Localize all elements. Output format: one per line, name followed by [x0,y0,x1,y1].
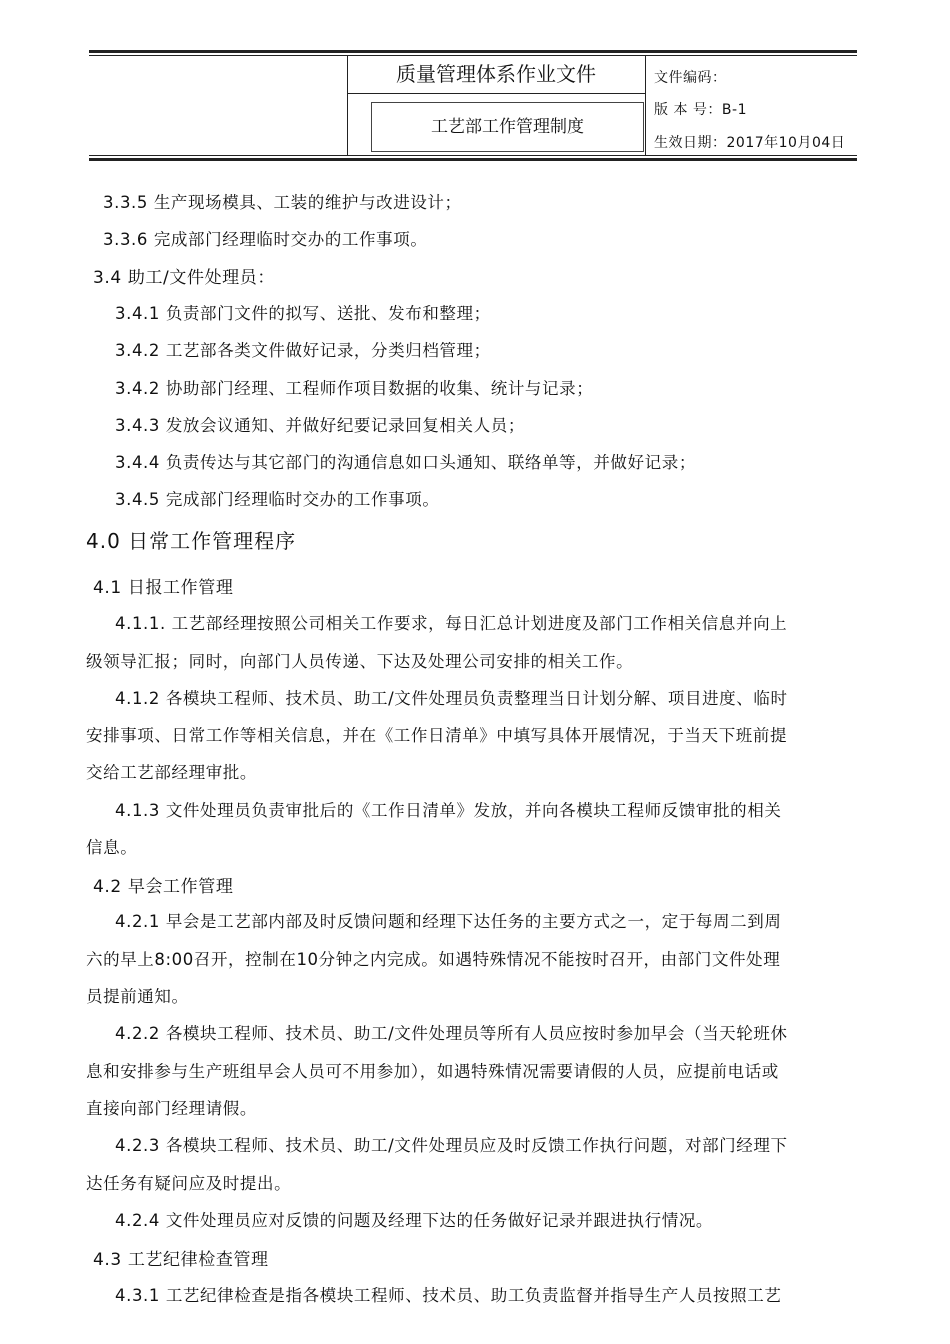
version-value: B-1 [721,102,747,118]
header-middle-rule [347,93,645,94]
file-code-label: 文件编码： [654,70,727,86]
paragraph-line: 直接向部门经理请假。 [86,1099,257,1118]
paragraph-line: 员提前通知。 [86,987,189,1006]
list-item: 3.4.5 完成部门经理临时交办的工作事项。 [115,490,440,509]
paragraph-line: 4.2.1 早会是工艺部内部及时反馈问题和经理下达任务的主要方式之一，定于每周二到周 [115,912,782,931]
paragraph-line: 4.1.3 文件处理员负责审批后的《工作日清单》发放，并向各模块工程师反馈审批的相关 [115,801,782,820]
header-top-rule [89,50,857,53]
list-item: 3.3.6 完成部门经理临时交办的工作事项。 [103,230,428,249]
version-label: 版 本 号： [654,102,722,118]
effective-date-value: 2017年10月04日 [726,135,846,151]
paragraph-line: 4.2.4 文件处理员应对反馈的问题及经理下达的任务做好记录并跟进执行情况。 [115,1211,714,1230]
list-item: 3.4.4 负责传达与其它部门的沟通信息如口头通知、联络单等，并做好记录； [115,453,696,472]
header-bottom-rule-thin [89,155,857,156]
file-code [654,67,727,87]
paragraph-line: 息和安排参与生产班组早会人员可不用参加），如遇特殊情况需要请假的人员，应提前电话或 [86,1062,779,1081]
paragraph-line: 达任务有疑问应及时提出。 [86,1174,292,1193]
paragraph-line: 4.2.3 各模块工程师、技术员、助工/文件处理员应及时反馈工作执行问题，对部门经理下 [115,1136,788,1155]
header-bottom-rule [89,158,857,161]
paragraph-line: 4.2.2 各模块工程师、技术员、助工/文件处理员等所有人员应按时参加早会（当天轮班休 [115,1024,788,1043]
paragraph-line: 交给工艺部经理审批。 [86,763,257,782]
chapter-heading: 4.0 日常工作管理程序 [86,529,297,553]
section-heading: 3.4 助工/文件处理员： [93,268,275,288]
list-item: 3.4.1 负责部门文件的拟写、送批、发布和整理； [115,304,491,323]
section-heading: 4.3 工艺纪律检查管理 [93,1250,269,1270]
effective-date [654,132,845,152]
paragraph-line: 级领导汇报；同时，向部门人员传递、下达及处理公司安排的相关工作。 [86,652,634,671]
document-title: 质量管理体系作业文件 [396,62,596,86]
paragraph-line: 4.3.1 工艺纪律检查是指各模块工程师、技术员、助工负责监督并指导生产人员按照工艺 [115,1286,782,1305]
paragraph-line: 六的早上8:00召开，控制在10分钟之内完成。如遇特殊情况不能按时召开，由部门文件处理 [86,950,781,969]
document-header [89,50,857,162]
list-item: 3.3.5 生产现场模具、工装的维护与改进设计； [103,193,462,212]
document-subtitle: 工艺部工作管理制度 [431,117,584,137]
paragraph-line: 信息。 [86,838,138,857]
header-divider-right [645,56,646,155]
paragraph-line: 4.1.2 各模块工程师、技术员、助工/文件处理员负责整理当日计划分解、项目进度、临时 [115,689,788,708]
paragraph-line: 4.1.1. 工艺部经理按照公司相关工作要求，每日汇总计划进度及部门工作相关信息并向上 [115,614,788,633]
list-item: 3.4.2 工艺部各类文件做好记录，分类归档管理； [115,341,491,360]
section-heading: 4.2 早会工作管理 [93,877,234,897]
section-heading: 4.1 日报工作管理 [93,578,234,598]
version [654,99,747,119]
list-item: 3.4.3 发放会议通知、并做好纪要记录回复相关人员； [115,416,525,435]
effective-date-label: 生效日期： [654,135,727,151]
list-item: 3.4.2 协助部门经理、工程师作项目数据的收集、统计与记录； [115,379,594,398]
paragraph-line: 安排事项、日常工作等相关信息，并在《工作日清单》中填写具体开展情况，于当天下班前提 [86,726,788,745]
